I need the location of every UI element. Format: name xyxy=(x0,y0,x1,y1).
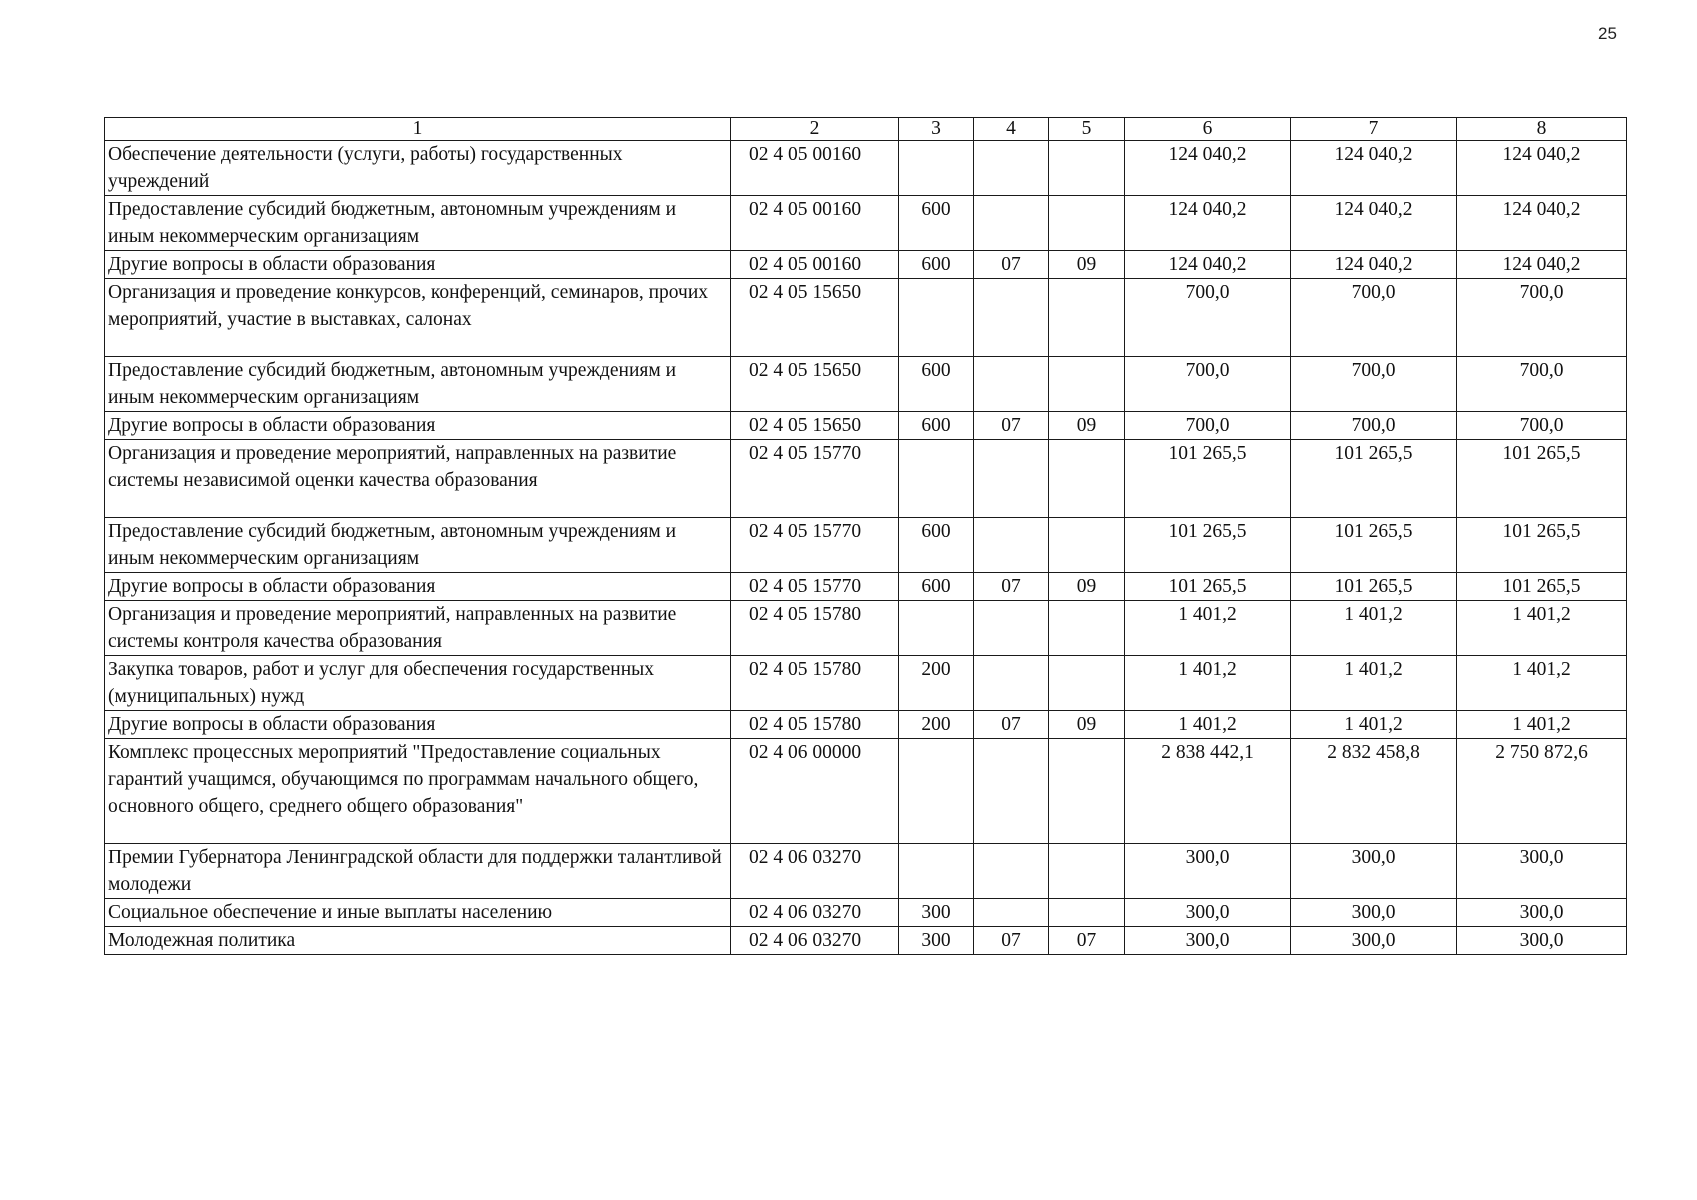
row-value7-cell: 1 401,2 xyxy=(1291,711,1457,739)
table-body xyxy=(105,141,1627,955)
row-value7-cell: 1 401,2 xyxy=(1291,601,1457,656)
table-row xyxy=(105,573,1627,601)
table-row xyxy=(105,279,1627,357)
row-col4-cell xyxy=(974,518,1049,573)
row-col4-cell xyxy=(974,899,1049,927)
row-value6-cell: 101 265,5 xyxy=(1125,573,1291,601)
row-name-cell: Предоставление субсидий бюджетным, автономным учреждениям и иным некоммерческим организациям xyxy=(105,518,731,573)
row-col5-cell xyxy=(1049,739,1125,844)
row-name-cell: Организация и проведение мероприятий, направленных на развитие системы контроля качества образования xyxy=(105,601,731,656)
row-code-cell: 02 4 05 00160 xyxy=(731,251,899,279)
row-value8-cell: 300,0 xyxy=(1457,844,1627,899)
row-col4-cell xyxy=(974,601,1049,656)
column-header: 1 xyxy=(105,118,731,141)
row-col4-cell: 07 xyxy=(974,927,1049,955)
row-col4-cell xyxy=(974,739,1049,844)
row-col4-cell xyxy=(974,844,1049,899)
table-row xyxy=(105,601,1627,656)
row-col4-cell xyxy=(974,357,1049,412)
row-col4-cell xyxy=(974,279,1049,357)
row-value7-cell: 124 040,2 xyxy=(1291,141,1457,196)
row-col3-cell: 600 xyxy=(899,196,974,251)
row-col3-cell: 600 xyxy=(899,518,974,573)
row-col5-cell: 09 xyxy=(1049,251,1125,279)
row-value7-cell: 700,0 xyxy=(1291,279,1457,357)
row-value8-cell: 101 265,5 xyxy=(1457,573,1627,601)
row-code-cell: 02 4 06 03270 xyxy=(731,844,899,899)
row-value6-cell: 2 838 442,1 xyxy=(1125,739,1291,844)
row-value6-cell: 1 401,2 xyxy=(1125,656,1291,711)
row-col4-cell xyxy=(974,196,1049,251)
row-col5-cell xyxy=(1049,656,1125,711)
row-name-cell: Другие вопросы в области образования xyxy=(105,251,731,279)
row-name-cell: Предоставление субсидий бюджетным, автономным учреждениям и иным некоммерческим организациям xyxy=(105,196,731,251)
row-value6-cell: 124 040,2 xyxy=(1125,141,1291,196)
row-value8-cell: 1 401,2 xyxy=(1457,711,1627,739)
row-value8-cell: 124 040,2 xyxy=(1457,141,1627,196)
table-row xyxy=(105,844,1627,899)
row-code-cell: 02 4 05 15780 xyxy=(731,711,899,739)
row-name-cell: Социальное обеспечение и иные выплаты населению xyxy=(105,899,731,927)
table-row xyxy=(105,518,1627,573)
row-value8-cell: 300,0 xyxy=(1457,927,1627,955)
table-row xyxy=(105,141,1627,196)
row-value6-cell: 700,0 xyxy=(1125,357,1291,412)
row-value7-cell: 300,0 xyxy=(1291,899,1457,927)
row-value7-cell: 700,0 xyxy=(1291,357,1457,412)
row-code-cell: 02 4 05 15650 xyxy=(731,279,899,357)
row-col5-cell xyxy=(1049,899,1125,927)
budget-table xyxy=(104,117,1627,955)
row-value7-cell: 300,0 xyxy=(1291,927,1457,955)
table-row xyxy=(105,251,1627,279)
row-col5-cell xyxy=(1049,440,1125,518)
row-value8-cell: 1 401,2 xyxy=(1457,601,1627,656)
column-header: 4 xyxy=(974,118,1049,141)
row-code-cell: 02 4 05 15770 xyxy=(731,573,899,601)
row-value8-cell: 101 265,5 xyxy=(1457,518,1627,573)
table-row xyxy=(105,412,1627,440)
row-value6-cell: 124 040,2 xyxy=(1125,251,1291,279)
row-value7-cell: 1 401,2 xyxy=(1291,656,1457,711)
table-row xyxy=(105,656,1627,711)
row-value6-cell: 101 265,5 xyxy=(1125,518,1291,573)
row-value7-cell: 300,0 xyxy=(1291,844,1457,899)
row-value8-cell: 700,0 xyxy=(1457,412,1627,440)
row-name-cell: Организация и проведение конкурсов, конференций, семинаров, прочих мероприятий, участие в выставках, салонах xyxy=(105,279,731,357)
row-code-cell: 02 4 05 15770 xyxy=(731,440,899,518)
row-code-cell: 02 4 06 03270 xyxy=(731,899,899,927)
row-name-cell: Предоставление субсидий бюджетным, автономным учреждениям и иным некоммерческим организациям xyxy=(105,357,731,412)
row-value8-cell: 1 401,2 xyxy=(1457,656,1627,711)
row-name-cell: Комплекс процессных мероприятий "Предоставление социальных гарантий учащимся, обучающимся по программам начального общего, основного общего, среднего общего образования" xyxy=(105,739,731,844)
row-value6-cell: 300,0 xyxy=(1125,899,1291,927)
row-col5-cell xyxy=(1049,518,1125,573)
page-number: 25 xyxy=(1598,24,1617,43)
row-code-cell: 02 4 05 00160 xyxy=(731,196,899,251)
row-value7-cell: 124 040,2 xyxy=(1291,196,1457,251)
row-value7-cell: 2 832 458,8 xyxy=(1291,739,1457,844)
row-col5-cell xyxy=(1049,196,1125,251)
row-value6-cell: 1 401,2 xyxy=(1125,711,1291,739)
row-col5-cell xyxy=(1049,844,1125,899)
row-name-cell: Организация и проведение мероприятий, направленных на развитие системы независимой оценки качества образования xyxy=(105,440,731,518)
row-name-cell: Обеспечение деятельности (услуги, работы) государственных учреждений xyxy=(105,141,731,196)
row-code-cell: 02 4 05 15650 xyxy=(731,412,899,440)
row-col3-cell xyxy=(899,440,974,518)
row-col5-cell xyxy=(1049,601,1125,656)
row-col4-cell xyxy=(974,141,1049,196)
row-value8-cell: 700,0 xyxy=(1457,357,1627,412)
row-value8-cell: 300,0 xyxy=(1457,899,1627,927)
table-row xyxy=(105,927,1627,955)
row-col3-cell: 600 xyxy=(899,412,974,440)
table-row xyxy=(105,899,1627,927)
row-col4-cell: 07 xyxy=(974,412,1049,440)
row-code-cell: 02 4 05 15780 xyxy=(731,656,899,711)
row-col4-cell: 07 xyxy=(974,573,1049,601)
row-col3-cell xyxy=(899,844,974,899)
row-name-cell: Премии Губернатора Ленинградской области для поддержки талантливой молодежи xyxy=(105,844,731,899)
row-col3-cell: 200 xyxy=(899,656,974,711)
row-col3-cell: 300 xyxy=(899,927,974,955)
row-col4-cell xyxy=(974,440,1049,518)
column-header: 8 xyxy=(1457,118,1627,141)
row-value8-cell: 700,0 xyxy=(1457,279,1627,357)
table-row xyxy=(105,711,1627,739)
row-value8-cell: 124 040,2 xyxy=(1457,196,1627,251)
column-header: 6 xyxy=(1125,118,1291,141)
row-value7-cell: 124 040,2 xyxy=(1291,251,1457,279)
row-col5-cell: 07 xyxy=(1049,927,1125,955)
row-value6-cell: 700,0 xyxy=(1125,279,1291,357)
row-col5-cell: 09 xyxy=(1049,711,1125,739)
table-row xyxy=(105,357,1627,412)
row-col4-cell: 07 xyxy=(974,251,1049,279)
row-col3-cell: 600 xyxy=(899,251,974,279)
column-header: 7 xyxy=(1291,118,1457,141)
row-col3-cell: 600 xyxy=(899,357,974,412)
row-col5-cell xyxy=(1049,141,1125,196)
row-col5-cell xyxy=(1049,357,1125,412)
row-value7-cell: 700,0 xyxy=(1291,412,1457,440)
table-header-row xyxy=(105,118,1627,141)
row-value8-cell: 2 750 872,6 xyxy=(1457,739,1627,844)
row-value7-cell: 101 265,5 xyxy=(1291,440,1457,518)
row-value8-cell: 101 265,5 xyxy=(1457,440,1627,518)
table-row xyxy=(105,196,1627,251)
table-row xyxy=(105,440,1627,518)
column-header: 3 xyxy=(899,118,974,141)
row-col4-cell: 07 xyxy=(974,711,1049,739)
row-col5-cell xyxy=(1049,279,1125,357)
row-value7-cell: 101 265,5 xyxy=(1291,573,1457,601)
row-value6-cell: 300,0 xyxy=(1125,844,1291,899)
row-col3-cell xyxy=(899,739,974,844)
row-col5-cell: 09 xyxy=(1049,412,1125,440)
table-row xyxy=(105,739,1627,844)
row-code-cell: 02 4 06 03270 xyxy=(731,927,899,955)
row-name-cell: Закупка товаров, работ и услуг для обеспечения государственных (муниципальных) нужд xyxy=(105,656,731,711)
row-value6-cell: 300,0 xyxy=(1125,927,1291,955)
row-col3-cell xyxy=(899,601,974,656)
row-value6-cell: 1 401,2 xyxy=(1125,601,1291,656)
row-col4-cell xyxy=(974,656,1049,711)
row-value6-cell: 700,0 xyxy=(1125,412,1291,440)
row-code-cell: 02 4 06 00000 xyxy=(731,739,899,844)
row-col3-cell: 200 xyxy=(899,711,974,739)
column-header: 2 xyxy=(731,118,899,141)
row-name-cell: Другие вопросы в области образования xyxy=(105,711,731,739)
row-code-cell: 02 4 05 15780 xyxy=(731,601,899,656)
row-col3-cell: 600 xyxy=(899,573,974,601)
row-value6-cell: 101 265,5 xyxy=(1125,440,1291,518)
row-value6-cell: 124 040,2 xyxy=(1125,196,1291,251)
row-name-cell: Другие вопросы в области образования xyxy=(105,573,731,601)
row-name-cell: Другие вопросы в области образования xyxy=(105,412,731,440)
row-value7-cell: 101 265,5 xyxy=(1291,518,1457,573)
row-code-cell: 02 4 05 00160 xyxy=(731,141,899,196)
row-value8-cell: 124 040,2 xyxy=(1457,251,1627,279)
row-col5-cell: 09 xyxy=(1049,573,1125,601)
row-col3-cell xyxy=(899,279,974,357)
row-col3-cell xyxy=(899,141,974,196)
row-col3-cell: 300 xyxy=(899,899,974,927)
row-code-cell: 02 4 05 15650 xyxy=(731,357,899,412)
row-name-cell: Молодежная политика xyxy=(105,927,731,955)
row-code-cell: 02 4 05 15770 xyxy=(731,518,899,573)
column-header: 5 xyxy=(1049,118,1125,141)
